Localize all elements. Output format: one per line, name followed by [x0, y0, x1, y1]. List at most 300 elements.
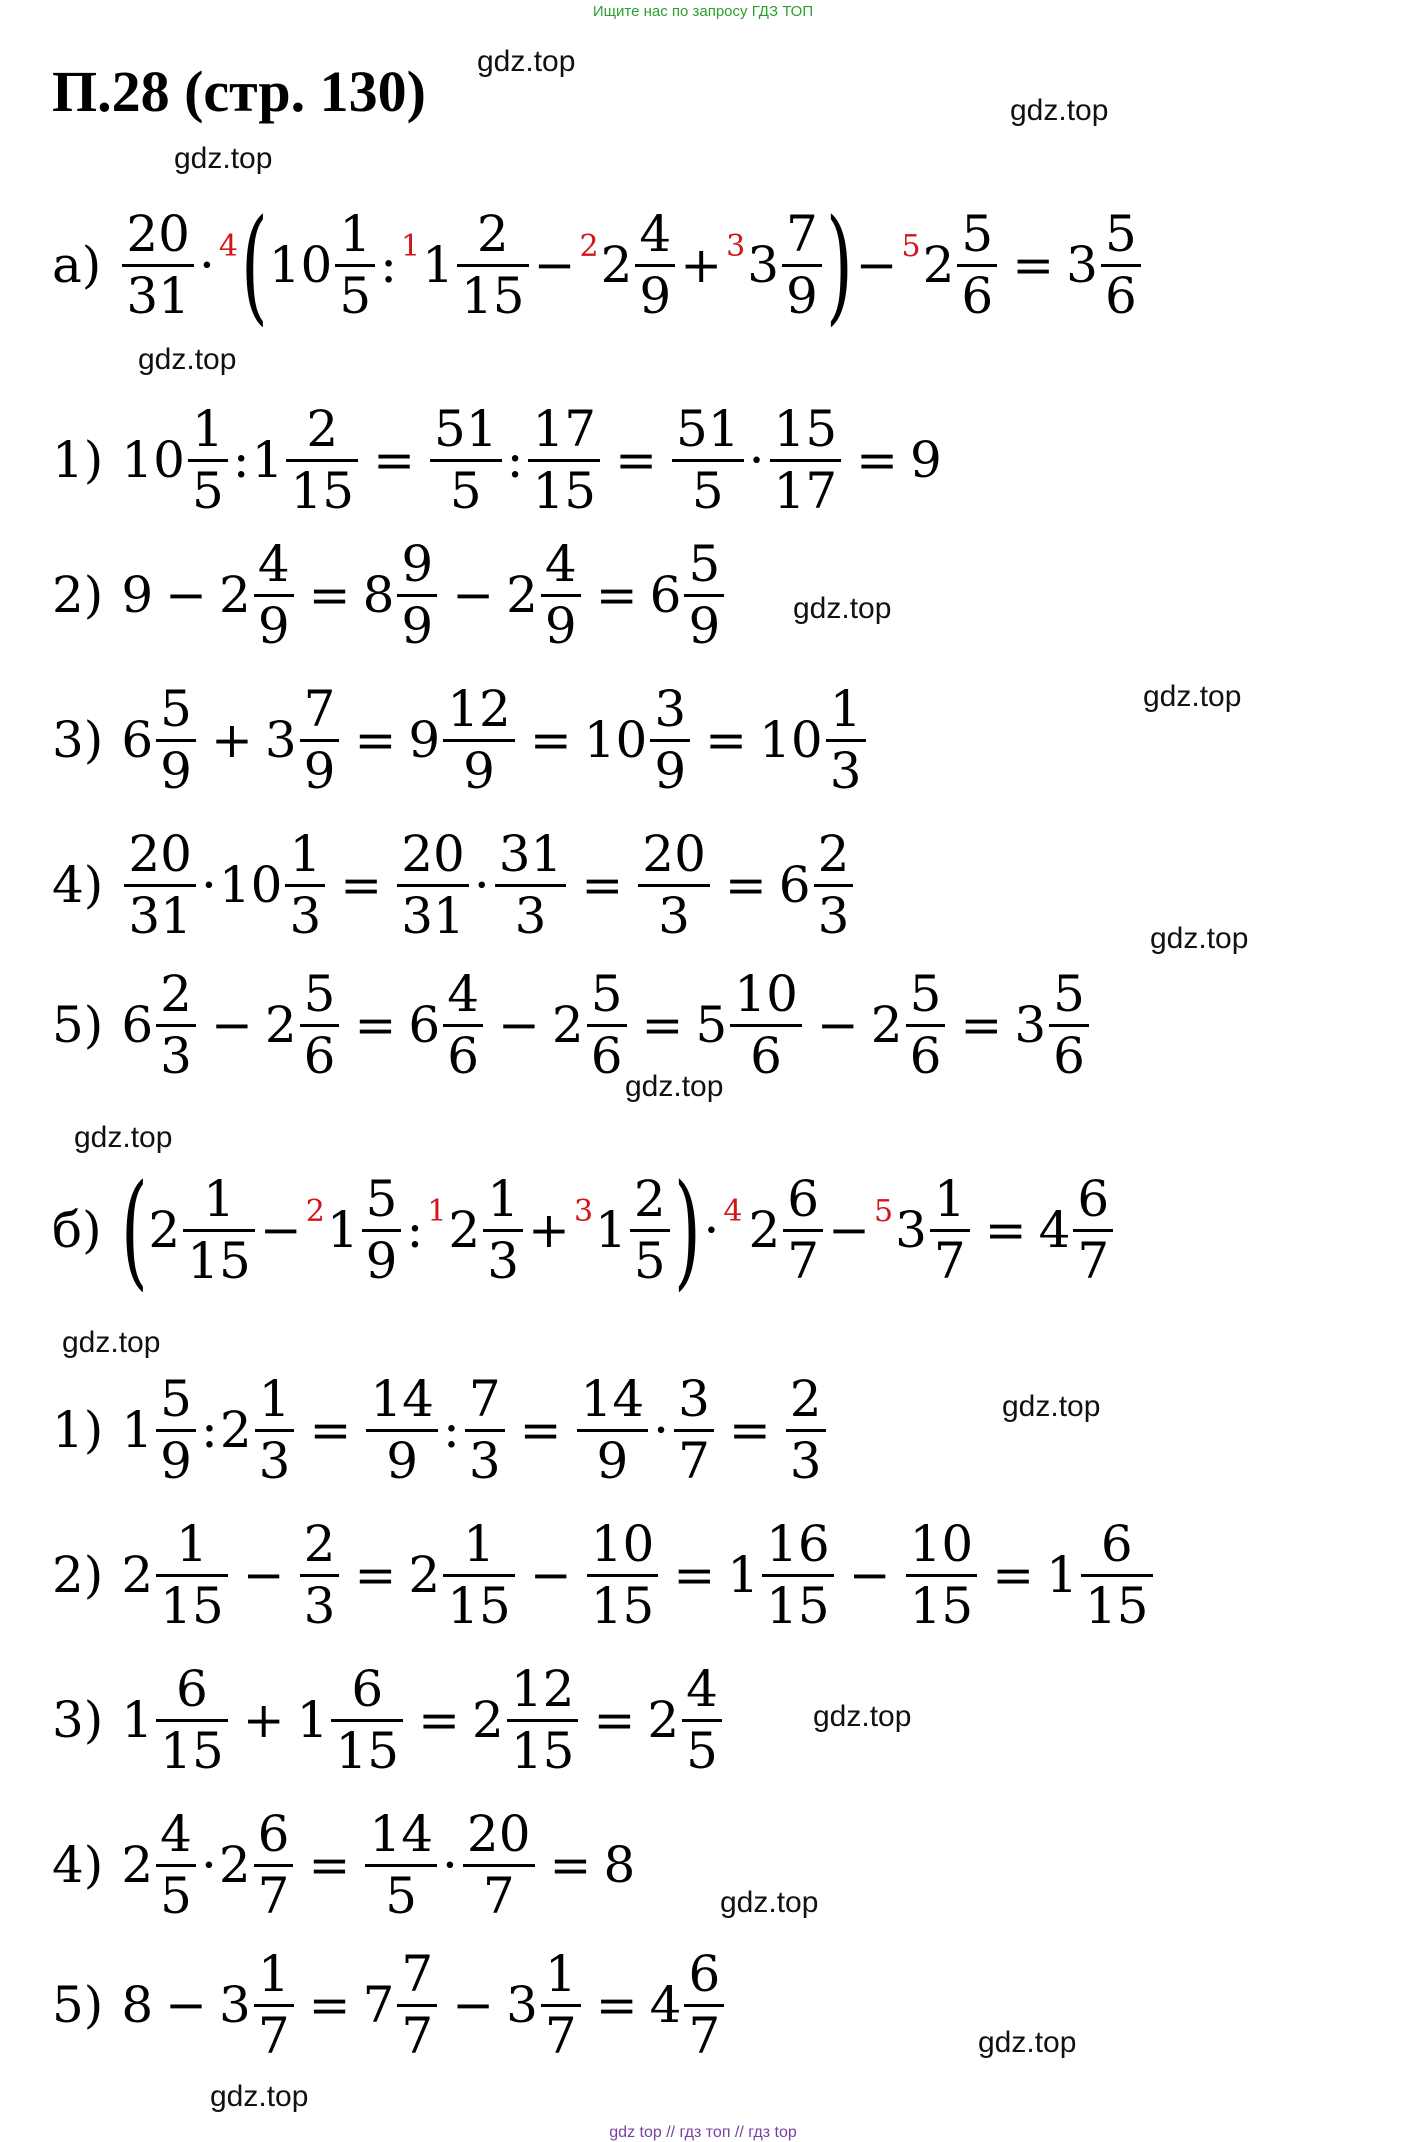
denominator: 3: [487, 1231, 520, 1290]
whole-part: 8: [362, 566, 395, 624]
denominator: 5: [633, 1231, 666, 1290]
numerator: 2: [306, 399, 339, 458]
order-marker: 4: [218, 229, 238, 264]
step-label: 4): [52, 1836, 104, 1894]
whole-number: 9: [121, 566, 154, 624]
numerator: 5: [365, 1169, 398, 1228]
whole-part: 9: [408, 711, 441, 769]
order-marker: 3: [573, 1194, 594, 1229]
denominator: 15: [447, 1576, 511, 1635]
part-b-step-1: [52, 1365, 829, 1495]
numerator: 17: [532, 399, 597, 458]
minus-sign: −: [855, 236, 898, 294]
numerator: 2: [160, 964, 192, 1023]
whole-part: 1: [1046, 1546, 1078, 1604]
left-paren: (: [240, 192, 268, 338]
equals-sign: =: [641, 996, 684, 1054]
denominator: 9: [386, 1431, 419, 1490]
step-label: 3): [52, 1691, 104, 1749]
denominator: 7: [933, 1231, 966, 1290]
watermark: gdz.top: [1143, 680, 1242, 713]
whole-part: 6: [121, 711, 154, 769]
whole-part: 1: [326, 1201, 359, 1259]
denominator: 3: [829, 741, 862, 800]
whole-part: 2: [219, 1401, 252, 1459]
denominator: 5: [449, 461, 482, 520]
numerator: 12: [447, 679, 511, 738]
numerator: 51: [433, 399, 498, 458]
equals-sign: =: [308, 1836, 351, 1894]
multiply-sign: ·: [442, 1836, 458, 1894]
step-label: 5): [52, 996, 104, 1054]
numerator: 1: [203, 1169, 235, 1228]
numerator: 5: [961, 204, 994, 263]
order-marker: 1: [401, 229, 421, 264]
denominator: 15: [160, 1576, 224, 1635]
fraction: [362, 1169, 402, 1290]
part-a-label: а): [52, 236, 102, 294]
fraction: [443, 964, 483, 1085]
fraction: [762, 1514, 834, 1635]
denominator: 3: [289, 886, 322, 945]
whole-part: 2: [647, 1691, 680, 1749]
equals-sign: =: [373, 431, 415, 489]
denominator: 5: [686, 1721, 718, 1780]
numerator: 5: [160, 1369, 192, 1428]
divide-sign: :: [200, 1401, 218, 1459]
denominator: 9: [544, 596, 577, 655]
denominator: 7: [257, 2006, 290, 2065]
part-a-step-5: [52, 960, 1092, 1090]
whole-part: 4: [1038, 1201, 1071, 1259]
fraction: [122, 204, 194, 325]
numerator: 6: [351, 1659, 384, 1718]
watermark: gdz.top: [477, 45, 576, 78]
whole-part: 2: [870, 996, 903, 1054]
denominator: 31: [126, 266, 190, 325]
whole-part: 3: [264, 711, 297, 769]
fraction: [156, 1659, 228, 1780]
fraction: [786, 1369, 826, 1490]
numerator: 6: [1100, 1514, 1133, 1573]
numerator: 7: [401, 1944, 434, 2003]
numerator: 4: [257, 534, 290, 593]
divide-sign: :: [442, 1401, 460, 1459]
denominator: 15: [460, 266, 525, 325]
fraction: [906, 964, 946, 1085]
equals-sign: =: [856, 431, 899, 489]
result: 8: [603, 1836, 636, 1894]
denominator: 5: [160, 1866, 192, 1925]
step-label: 4): [52, 856, 104, 914]
equals-sign: =: [673, 1546, 716, 1604]
whole-part: 3: [895, 1201, 927, 1259]
part-b-label: б): [52, 1201, 102, 1259]
watermark: gdz.top: [978, 2026, 1077, 2059]
whole-part: 2: [448, 1201, 481, 1259]
denominator: 15: [290, 461, 355, 520]
denominator: 6: [1053, 1026, 1085, 1085]
numerator: 3: [678, 1369, 710, 1428]
denominator: 7: [678, 1431, 710, 1490]
fraction: [463, 1804, 535, 1925]
equals-sign: =: [529, 711, 572, 769]
fraction: [587, 1514, 659, 1635]
whole-part: 2: [472, 1691, 504, 1749]
denominator: 15: [335, 1721, 400, 1780]
numerator: 2: [303, 1514, 336, 1573]
watermark: gdz.top: [1002, 1390, 1101, 1423]
fraction: [587, 964, 627, 1085]
numerator: 9: [401, 534, 434, 593]
minus-sign: −: [165, 566, 208, 624]
footer-links: gdz top // гдз топ // гдз top: [609, 2124, 797, 2141]
numerator: 4: [686, 1659, 718, 1718]
fraction: [495, 824, 567, 945]
fraction: [541, 1944, 581, 2065]
numerator: 20: [401, 824, 465, 883]
whole-part: 4: [649, 1976, 682, 2034]
numerator: 1: [487, 1169, 520, 1228]
equals-sign: =: [308, 566, 351, 624]
numerator: 5: [688, 534, 721, 593]
whole-part: 3: [1066, 236, 1098, 294]
fraction: [674, 1369, 714, 1490]
denominator: 3: [658, 886, 690, 945]
multiply-sign: ·: [200, 1836, 217, 1894]
whole-part: 10: [268, 236, 333, 294]
whole-part: 6: [408, 996, 441, 1054]
numerator: 6: [688, 1944, 721, 2003]
fraction: [682, 1659, 722, 1780]
equals-sign: =: [992, 1546, 1035, 1604]
numerator: 1: [829, 679, 862, 738]
fraction: [124, 824, 196, 945]
fraction: [814, 824, 854, 945]
denominator: 15: [909, 1576, 974, 1635]
fraction: [285, 824, 325, 945]
watermark: gdz.top: [1150, 922, 1249, 955]
denominator: 7: [688, 2006, 721, 2065]
minus-sign: −: [828, 1201, 870, 1259]
fraction: [300, 1514, 340, 1635]
fraction: [906, 1514, 978, 1635]
fraction: [1101, 204, 1141, 325]
numerator: 5: [160, 679, 192, 738]
numerator: 6: [257, 1804, 290, 1863]
numerator: 14: [580, 1369, 645, 1428]
whole-part: 1: [727, 1546, 760, 1604]
order-marker: 1: [427, 1194, 447, 1229]
whole-part: 2: [408, 1546, 441, 1604]
numerator: 5: [590, 964, 623, 1023]
fraction: [957, 204, 997, 325]
denominator: 6: [303, 1026, 336, 1085]
equals-sign: =: [340, 856, 383, 914]
watermark: gdz.top: [793, 592, 892, 625]
denominator: 9: [596, 1431, 629, 1490]
watermark: gdz.top: [625, 1070, 724, 1103]
multiply-sign: ·: [653, 1401, 670, 1459]
part-a-step-1: [52, 395, 942, 525]
multiply-sign: ·: [198, 236, 215, 294]
fraction: [638, 824, 710, 945]
step-label: 1): [52, 1401, 104, 1459]
order-marker: 4: [723, 1194, 743, 1229]
order-marker: 5: [901, 229, 921, 264]
numerator: 15: [773, 399, 838, 458]
minus-sign: −: [816, 996, 859, 1054]
denominator: 5: [385, 1866, 418, 1925]
fraction: [365, 1804, 437, 1925]
equals-sign: =: [728, 1401, 771, 1459]
whole-part: 2: [748, 1201, 781, 1259]
numerator: 5: [1053, 964, 1085, 1023]
whole-part: 3: [506, 1976, 538, 2034]
fraction: [254, 1804, 294, 1925]
denominator: 3: [468, 1431, 501, 1490]
fraction: [397, 1944, 437, 2065]
divide-sign: :: [406, 1201, 424, 1259]
equals-sign: =: [593, 1691, 636, 1749]
denominator: 3: [160, 1026, 192, 1085]
equals-sign: =: [308, 1976, 351, 2034]
part-b-step-2: [52, 1510, 1156, 1640]
numerator: 2: [817, 824, 850, 883]
denominator: 7: [1077, 1231, 1110, 1290]
part-b-step-5: [52, 1940, 727, 2070]
fraction: [430, 399, 502, 520]
denominator: 5: [191, 461, 224, 520]
numerator: 20: [128, 824, 192, 883]
right-paren: ): [825, 192, 853, 338]
numerator: 20: [126, 204, 190, 263]
whole-part: 2: [121, 1836, 154, 1894]
denominator: 15: [766, 1576, 830, 1635]
denominator: 6: [1104, 266, 1137, 325]
left-paren: (: [120, 1157, 148, 1303]
equals-sign: =: [581, 856, 624, 914]
step-label: 3): [52, 711, 104, 769]
denominator: 15: [160, 1721, 224, 1780]
denominator: 9: [786, 266, 818, 325]
numerator: 10: [590, 1514, 655, 1573]
fraction: [397, 534, 437, 655]
whole-part: 2: [148, 1201, 181, 1259]
denominator: 9: [365, 1231, 398, 1290]
part-a-step-3: [52, 675, 869, 805]
denominator: 3: [258, 1431, 291, 1490]
right-paren: ): [673, 1157, 701, 1303]
denominator: 6: [447, 1026, 480, 1085]
whole-part: 1: [595, 1201, 627, 1259]
denominator: 9: [303, 741, 336, 800]
numerator: 5: [303, 964, 336, 1023]
denominator: 15: [1084, 1576, 1149, 1635]
equals-sign: =: [354, 711, 397, 769]
whole-part: 1: [422, 236, 454, 294]
numerator: 6: [1077, 1169, 1110, 1228]
equals-sign: =: [354, 1546, 397, 1604]
fraction: [156, 679, 196, 800]
numerator: 51: [675, 399, 740, 458]
minus-sign: −: [498, 996, 540, 1054]
denominator: 6: [961, 266, 994, 325]
denominator: 5: [339, 266, 372, 325]
minus-sign: −: [529, 1546, 572, 1604]
fraction: [443, 679, 515, 800]
denominator: 6: [909, 1026, 942, 1085]
denominator: 7: [787, 1231, 820, 1290]
fraction: [465, 1369, 505, 1490]
numerator: 4: [544, 534, 577, 593]
numerator: 5: [1104, 204, 1137, 263]
numerator: 14: [370, 1369, 434, 1428]
fraction: [635, 204, 675, 325]
numerator: 14: [369, 1804, 434, 1863]
numerator: 1: [463, 1514, 495, 1573]
whole-part: 1: [296, 1691, 329, 1749]
order-marker: 2: [305, 1194, 325, 1229]
fraction: [483, 1169, 523, 1290]
whole-part: 6: [778, 856, 811, 914]
denominator: 9: [463, 741, 495, 800]
fraction: [1073, 1169, 1113, 1290]
whole-part: 2: [121, 1546, 154, 1604]
equals-sign: =: [705, 711, 748, 769]
minus-sign: −: [452, 1976, 495, 2034]
numerator: 2: [476, 204, 509, 263]
fraction: [300, 679, 340, 800]
denominator: 3: [789, 1431, 822, 1490]
fraction: [457, 204, 529, 325]
equals-sign: =: [418, 1691, 461, 1749]
watermark: gdz.top: [62, 1326, 161, 1359]
divide-sign: :: [380, 236, 398, 294]
step-label: 2): [52, 566, 104, 624]
multiply-sign: ·: [748, 431, 765, 489]
equals-sign: =: [595, 566, 638, 624]
numerator: 20: [642, 824, 706, 883]
equals-sign: =: [519, 1401, 562, 1459]
fraction: [156, 1369, 196, 1490]
step-label: 1): [52, 431, 104, 489]
denominator: 9: [688, 596, 721, 655]
numerator: 4: [160, 1804, 192, 1863]
denominator: 3: [817, 886, 850, 945]
whole-part: 1: [121, 1401, 154, 1459]
fraction: [397, 824, 469, 945]
whole-part: 10: [759, 711, 823, 769]
whole-part: 2: [600, 236, 633, 294]
denominator: 9: [639, 266, 672, 325]
numerator: 1: [191, 399, 224, 458]
fraction: [730, 964, 802, 1085]
fraction: [930, 1169, 970, 1290]
denominator: 17: [773, 461, 838, 520]
denominator: 7: [482, 1866, 515, 1925]
denominator: 9: [257, 596, 290, 655]
numerator: 1: [258, 1369, 291, 1428]
numerator: 1: [176, 1514, 208, 1573]
denominator: 15: [532, 461, 597, 520]
fraction: [255, 1369, 295, 1490]
numerator: 20: [466, 1804, 531, 1863]
plus-sign: +: [210, 711, 253, 769]
numerator: 16: [766, 1514, 830, 1573]
watermark: gdz.top: [74, 1121, 173, 1154]
numerator: 2: [789, 1369, 822, 1428]
fraction: [577, 1369, 649, 1490]
fraction: [507, 1659, 579, 1780]
fraction: [300, 964, 340, 1085]
numerator: 7: [303, 679, 336, 738]
fraction: [684, 534, 724, 655]
order-marker: 2: [579, 229, 599, 264]
whole-part: 1: [251, 431, 284, 489]
denominator: 31: [401, 886, 465, 945]
whole-part: 10: [121, 431, 185, 489]
denominator: 9: [160, 1431, 192, 1490]
numerator: 6: [176, 1659, 208, 1718]
equals-sign: =: [354, 996, 397, 1054]
minus-sign: −: [452, 566, 495, 624]
fraction: [826, 679, 866, 800]
numerator: 1: [289, 824, 322, 883]
denominator: 7: [401, 2006, 434, 2065]
whole-part: 6: [121, 996, 154, 1054]
whole-part: 7: [362, 1976, 395, 2034]
denominator: 3: [514, 886, 547, 945]
multiply-sign: ·: [703, 1201, 720, 1259]
part-b-expression: [52, 1157, 1116, 1303]
denominator: 15: [590, 1576, 655, 1635]
fraction: [156, 964, 196, 1085]
denominator: 9: [401, 596, 434, 655]
divide-sign: :: [232, 431, 250, 489]
fraction: [335, 204, 375, 325]
denominator: 9: [160, 741, 192, 800]
whole-part: 5: [695, 996, 728, 1054]
numerator: 10: [734, 964, 798, 1023]
plus-sign: +: [528, 1201, 570, 1259]
fraction: [188, 399, 228, 520]
watermark: gdz.top: [138, 343, 237, 376]
fraction: [156, 1514, 228, 1635]
whole-part: 3: [219, 1976, 251, 2034]
numerator: 1: [933, 1169, 966, 1228]
watermark: gdz.top: [174, 142, 273, 175]
fraction: [183, 1169, 255, 1290]
whole-part: 2: [218, 1836, 251, 1894]
whole-part: 10: [583, 711, 648, 769]
plus-sign: +: [680, 236, 723, 294]
denominator: 15: [510, 1721, 575, 1780]
fraction: [254, 1944, 294, 2065]
minus-sign: −: [242, 1546, 285, 1604]
denominator: 6: [590, 1026, 623, 1085]
fraction: [684, 1944, 724, 2065]
equals-sign: =: [984, 1201, 1027, 1259]
fraction: [1081, 1514, 1153, 1635]
fraction: [672, 399, 744, 520]
equals-sign: =: [595, 1976, 638, 2034]
fraction: [650, 679, 690, 800]
numerator: 12: [510, 1659, 575, 1718]
fraction: [783, 1169, 823, 1290]
whole-part: 1: [121, 1691, 154, 1749]
denominator: 15: [187, 1231, 251, 1290]
